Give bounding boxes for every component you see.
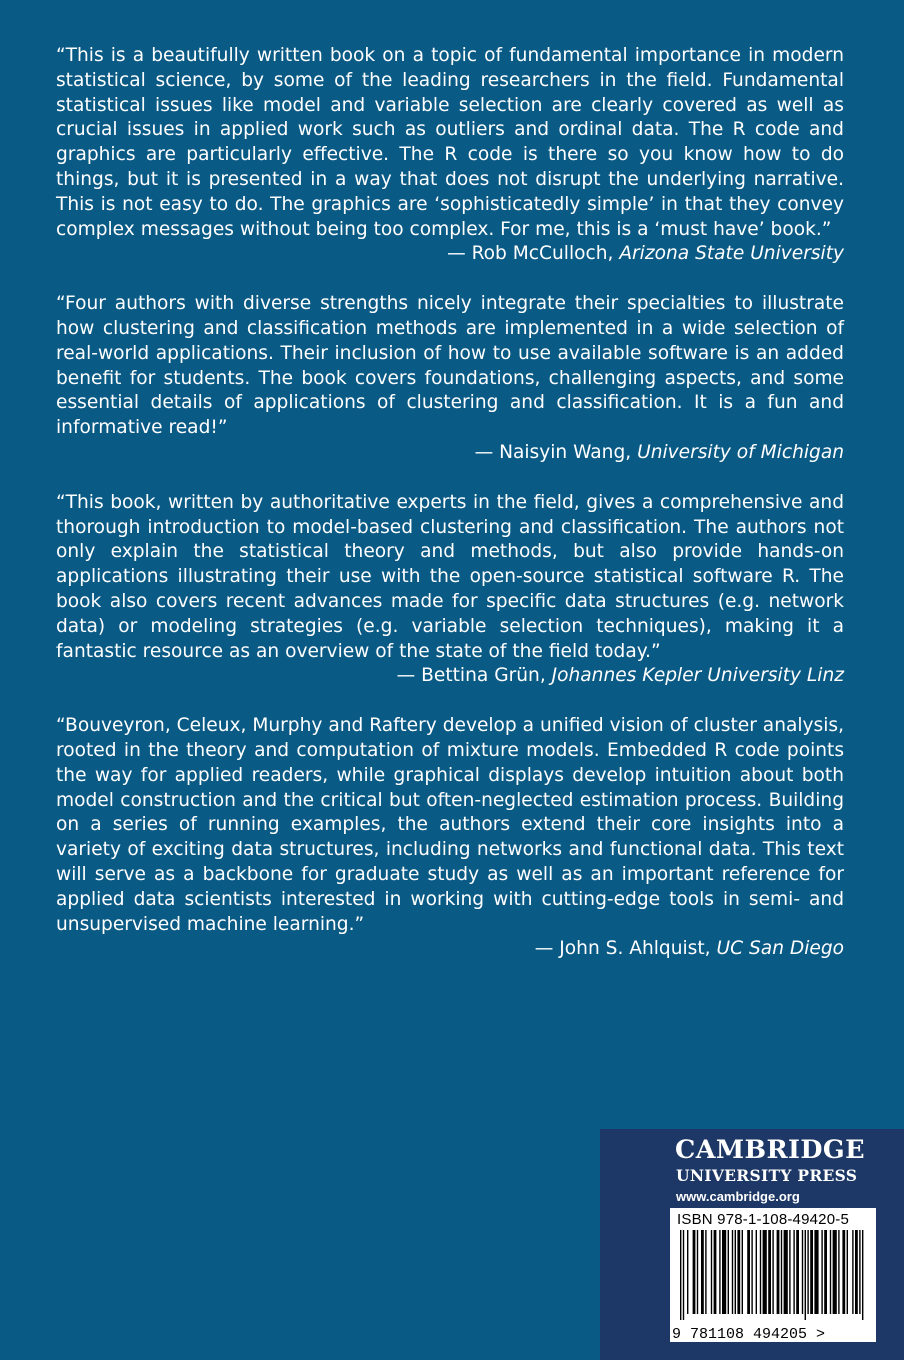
barcode-bar xyxy=(805,1230,806,1320)
barcode-bar xyxy=(711,1230,712,1314)
barcode-bar xyxy=(772,1230,773,1314)
barcode-label xyxy=(670,1208,876,1342)
publisher-url: www.cambridge.org xyxy=(676,1189,800,1204)
endorsement-1 xyxy=(56,44,844,267)
barcode-digits: 9 781108 494205 > xyxy=(672,1326,826,1342)
barcode-bar xyxy=(760,1230,761,1314)
barcode-bar xyxy=(842,1230,845,1314)
barcode-bar xyxy=(824,1230,827,1314)
barcode-bar xyxy=(855,1230,858,1314)
barcode-bar xyxy=(777,1230,780,1314)
endorsement-quote: “This is a beautifully written book on a topic of fundamental importance in modern statistical science, by some of the leading researchers in the field. Fundamental statistical issues like model and variable selection are clearly covered as well as crucial issues in applied work such as outliers and ordinal data. The R code and graphics are particularly effective. The R code is there so you know how to do things, but it is presented in a way that does not disrupt the underlying narrative. This is not easy to do. The graphics are ‘sophisticatedly simple’ in that they convey complex messages without being too complex. For me, this is a ‘must have’ book.” xyxy=(56,45,844,240)
barcode-bar xyxy=(705,1230,706,1314)
barcode-bar xyxy=(793,1230,794,1314)
barcode-bar xyxy=(768,1230,771,1314)
barcode-bar xyxy=(732,1230,733,1314)
publisher-logo-name: CAMBRIDGE xyxy=(675,1135,865,1165)
isbn-text: ISBN 978-1-108-49420-5 xyxy=(677,1211,850,1228)
endorser-name: — Bettina Grün, xyxy=(396,665,552,687)
endorser-name: — Rob McCulloch, xyxy=(447,243,620,265)
barcode-bar xyxy=(714,1230,717,1314)
endorsements xyxy=(56,44,844,987)
barcode-bar xyxy=(693,1230,696,1314)
barcode-bar xyxy=(687,1230,688,1314)
barcode-bar xyxy=(747,1230,750,1314)
barcode-bar xyxy=(728,1230,729,1314)
barcode-bar xyxy=(756,1230,757,1314)
barcode-bar xyxy=(821,1230,822,1314)
barcode-icon xyxy=(670,1228,876,1342)
barcode-bar xyxy=(807,1230,808,1314)
barcode-bar xyxy=(852,1230,853,1314)
barcode-bar xyxy=(810,1230,813,1314)
barcode-bar xyxy=(833,1230,837,1314)
barcode-bar xyxy=(735,1230,736,1314)
endorsement-4 xyxy=(56,714,844,962)
barcode-bar xyxy=(719,1230,720,1314)
endorsement-attribution xyxy=(56,242,844,267)
endorsement-attribution xyxy=(56,937,844,962)
barcode-bar xyxy=(737,1230,740,1314)
endorser-name: — John S. Ahlquist, xyxy=(534,938,717,960)
barcode-bar xyxy=(722,1230,726,1314)
barcode-bar xyxy=(784,1230,788,1314)
barcode-bar xyxy=(814,1230,818,1314)
barcode-bar xyxy=(763,1230,767,1314)
barcode-bar xyxy=(697,1230,698,1314)
endorser-institution: Johannes Kepler University Linz xyxy=(551,665,844,687)
endorser-institution: University of Michigan xyxy=(637,441,844,463)
publisher-logo-subname: UNIVERSITY PRESS xyxy=(676,1166,858,1185)
barcode-bar xyxy=(802,1230,803,1314)
barcode-bar xyxy=(701,1230,704,1314)
barcode-bar xyxy=(751,1230,752,1314)
endorsement-3 xyxy=(56,491,844,689)
endorsement-attribution xyxy=(56,441,844,466)
publisher-panel xyxy=(600,1129,904,1360)
barcode-bar xyxy=(742,1230,743,1314)
barcode-bar xyxy=(838,1230,839,1314)
endorser-institution: UC San Diego xyxy=(716,938,844,960)
endorsement-attribution xyxy=(56,664,844,689)
barcode-bar xyxy=(859,1230,860,1314)
barcode-bar xyxy=(680,1230,681,1320)
barcode-bar xyxy=(830,1230,831,1314)
barcode-bar xyxy=(789,1230,790,1314)
barcode-bar xyxy=(847,1230,848,1314)
barcode-bar xyxy=(683,1230,684,1320)
barcode-bar xyxy=(796,1230,799,1314)
endorser-institution: Arizona State University xyxy=(619,243,844,265)
endorsement-quote: “Four authors with diverse strengths nicely integrate their specialties to illustrate how clustering and classification methods are implemented in a wide selection of real-world applications. Their inclusion of how to use available software is an added benefit for students. The book covers foundations, challenging aspects, and some essential details of applications of clustering and classification. It is a fun and informative read!” xyxy=(56,293,844,439)
barcode-bar xyxy=(862,1230,863,1320)
barcode-bar xyxy=(781,1230,782,1314)
endorsement-2 xyxy=(56,292,844,466)
endorser-name: — Naisyin Wang, xyxy=(474,441,638,463)
endorsement-quote: “Bouveyron, Celeux, Murphy and Raftery develop a unified vision of cluster analysis, rooted in the theory and computation of mixture models. Embedded R code points the way for applied readers, while graphical displays develop intuition about both model construction and the critical but often-neglected estimation process. Building on a series of running examples, the authors extend their core insights into a variety of exciting data structures, including networks and functional data. This text will serve as a backbone for graduate study as well as an important reference for applied data scientists interested in working with cutting-edge tools in semi- and unsupervised machine learning.” xyxy=(56,715,844,935)
endorsement-quote: “This book, written by authoritative experts in the field, gives a comprehensive and thorough introduction to model-based clustering and classification. The authors not only explain the statistical theory and methods, but also provide hands-on applications illustrating their use with the open-source statistical software R. The book also covers recent advances made for specific data structures (e.g. network data) or modeling strategies (e.g. variable selection techniques), making it a fantastic resource as an overview of the state of the field today.” xyxy=(56,491,844,662)
